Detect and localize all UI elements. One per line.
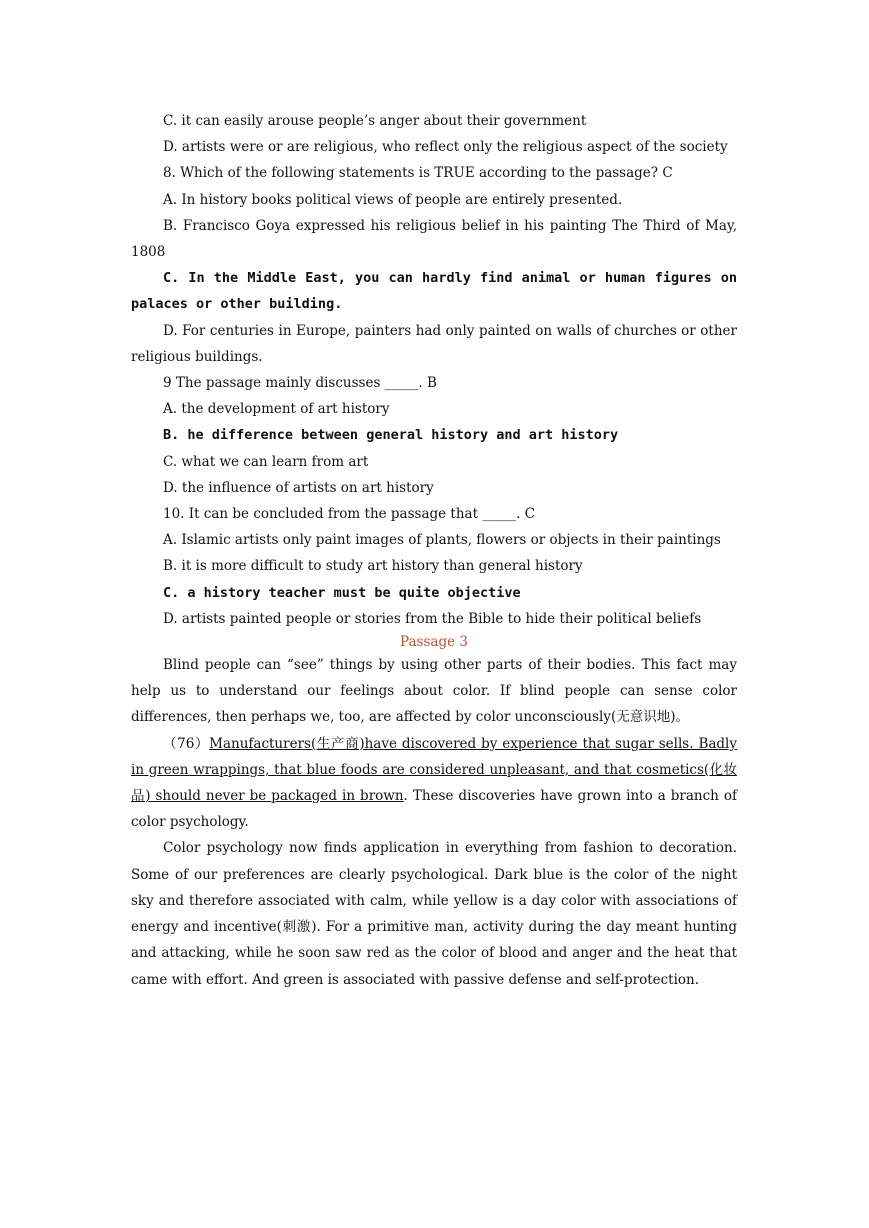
q9-stem: 9 The passage mainly discusses _____. B (163, 375, 437, 392)
q10-option-c-answer: C. a history teacher must be quite objective (163, 584, 521, 601)
q8-option-c-answer: C. In the Middle East, you can hardly find animal or human figures on palaces or other building. (131, 270, 737, 313)
passage-paragraph-3: Color psychology now finds application in everything from fashion to decoration. Some of our preferences are clearly psychological. Dark blue is the color of the night sky and therefore associated with calm, while yellow is a day color with associations of energy and incentive(刺激). For a primitive man, activity during the day meant hunting and attacking, while he soon saw red as the color of blood and anger and the heat that came with effort. And green is associated with passive defense and self-protection. (131, 840, 737, 988)
paragraph-2-rest: . These discoveries have grown into a branch of color psychology. (131, 788, 737, 831)
q10-option-b: B. it is more difficult to study art history than general history (163, 558, 583, 575)
passage-paragraph-1: Blind people can “see” things by using other parts of their bodies. This fact may help us to understand our feelings about color. If blind people can sense color differences, then perhaps we, too, are affected by color unconsciously(无意识地)。 (131, 657, 737, 726)
q8-option-b: B. Francisco Goya expressed his religious belief in his painting The Third of May, 1808 (131, 217, 737, 261)
q8-option-d: D. For centuries in Europe, painters had only painted on walls of churches or other religious buildings. (131, 322, 737, 365)
passage-title: Passage 3 (400, 634, 468, 651)
q9-option-c: C. what we can learn from art (163, 453, 369, 470)
q10-option-d: D. artists painted people or stories from the Bible to hide their political beliefs (163, 610, 702, 627)
q9-option-d: D. the influence of artists on art history (163, 479, 434, 496)
question-number: （76） (163, 735, 210, 752)
document-page (131, 108, 737, 993)
passage-paragraph-2 (131, 731, 737, 836)
q8-stem: 8. Which of the following statements is TRUE according to the passage? C (163, 165, 673, 182)
q9-option-b-answer: B. he difference between general history and art history (163, 427, 619, 444)
q7-option-c: C. it can easily arouse people’s anger about their government (163, 113, 587, 129)
q10-stem: 10. It can be concluded from the passage that _____. C (163, 506, 535, 523)
q9-option-a: A. the development of art history (163, 401, 390, 418)
q8-option-a: A. In history books political views of people are entirely presented. (163, 191, 623, 208)
q7-option-d: D. artists were or are religious, who reflect only the religious aspect of the society (163, 139, 728, 156)
translation-sentence: Manufacturers(生产商)have discovered by experience that sugar sells. Badly in green wrappings, that blue foods are considered unpleasant, and that cosmetics(化妆品) should never be packaged in brown (131, 735, 737, 805)
q10-option-a: A. Islamic artists only paint images of plants, flowers or objects in their paintings (163, 532, 721, 549)
